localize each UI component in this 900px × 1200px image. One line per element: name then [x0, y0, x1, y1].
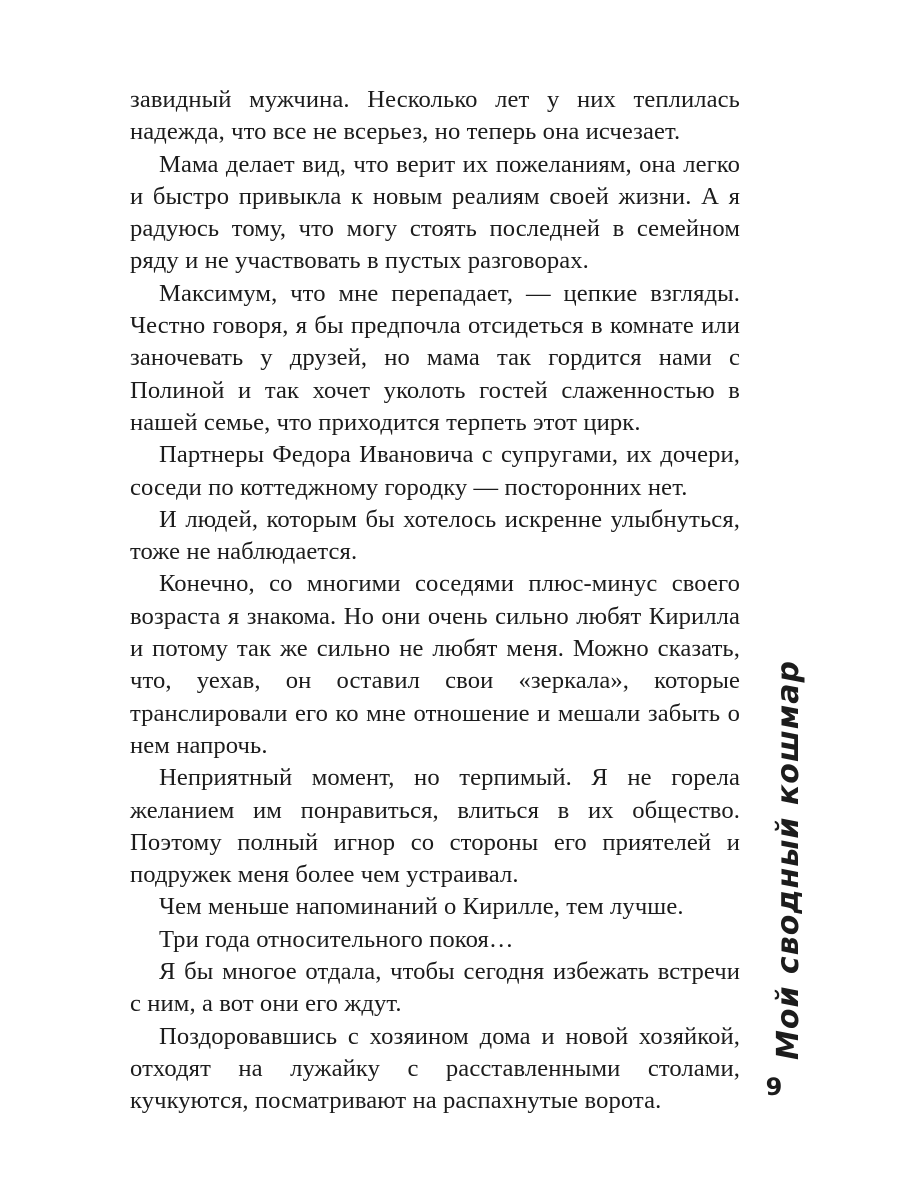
page-number: 9 — [765, 1073, 783, 1101]
paragraph-7: Неприятный момент, но терпимый. Я не горела желанием им понравиться, влиться в их общество. Поэтому полный игнор со стороны его приятелей и подружек меня более чем устраивал. — [130, 764, 740, 889]
paragraph-6: Конечно, со многими соседями плюс-минус своего возраста я знакома. Но они очень сильно любят Кирилла и потому так же сильно не любят меня. Можно сказать, что, уехав, он оставил свои «зеркала», которые транслировали его ко мне отношение и мешали забыть о нем напрочь. — [130, 570, 740, 759]
paragraph-8: Чем меньше напоминаний о Кирилле, тем лучше. — [159, 893, 684, 921]
paragraph-11: Поздоровавшись с хозяином дома и новой хозяйкой, отходят на лужайку с расставленными столами, кучкуются, посматривают на распахнутые ворота. — [130, 1022, 740, 1115]
body-text — [130, 84, 740, 1118]
paragraph-2: Мама делает вид, что верит их пожеланиям, она легко и быстро привыкла к новым реалиям своей жизни. А я радуюсь тому, что могу стоять последней в семейном ряду и не участвовать в пустых разговорах. — [130, 150, 740, 275]
running-title: Мой сводный кошмар — [771, 660, 806, 1060]
paragraph-3: Максимум, что мне перепадает, — цепкие взгляды. Честно говоря, я бы предпочла отсидеться в комнате или заночевать у друзей, но мама так гордится нами с Полиной и так хочет уколоть гостей слаженностью в нашей семье, что приходится терпеть этот цирк. — [130, 279, 740, 436]
paragraph-4: Партнеры Федора Ивановича с супругами, их дочери, соседи по коттеджному городку — посторонних нет. — [130, 441, 740, 501]
paragraph-1: завидный мужчина. Несколько лет у них теплилась надежда, что все не всерьез, но теперь она исчезает. — [130, 86, 740, 146]
paragraph-9: Три года относительного покоя… — [159, 925, 514, 953]
paragraph-10: Я бы многое отдала, чтобы сегодня избежать встречи с ним, а вот они его ждут. — [130, 958, 740, 1018]
paragraph-5: И людей, которым бы хотелось искренне улыбнуться, тоже не наблюдается. — [130, 505, 740, 566]
